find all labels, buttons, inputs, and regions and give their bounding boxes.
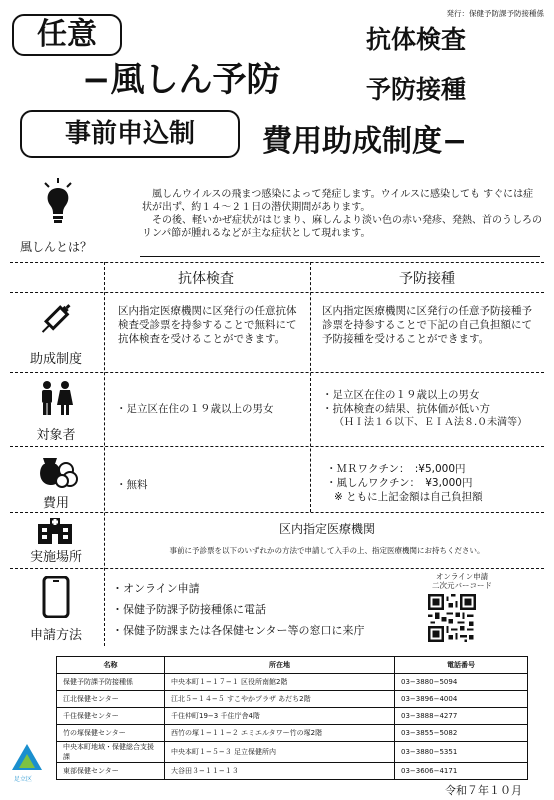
column-header-vaccine: 予防接種 [399,271,455,287]
intro-text [142,188,542,240]
publisher: 発行：保健予防課予防接種係 [446,9,544,18]
row-label-subsidy: 助成制度 [29,352,82,367]
title-rubella-prevention: −風しん予防 [82,60,281,100]
office-name: 千住保健センター [57,708,165,725]
prereg-badge: 事前申込制 [20,110,240,158]
apply-method-3: ・保健予防課または各保健センター等の窓口に来庁 [112,624,365,637]
qr-code-icon[interactable] [428,594,476,642]
eligible-vaccine-2: ・抗体検査の結果、抗体価が低い方 [322,403,490,415]
table-row [57,742,528,763]
apply-method-1: ・オンライン申請 [112,582,200,595]
table-row [57,691,528,708]
subsidy-vaccine-text: 区内指定医療機関に区発行の任意予防接種予診票を持参することで下記の自己負担額にて予防接種を受けることができます。 [322,305,532,345]
divider [10,568,544,569]
table-header-phone: 電話番号 [395,657,528,674]
intro-paragraph-1: 風しんウイルスの飛まつ感染によって発症します。ウイルスに感染しても すぐには症状が出ず、約１４～２１日の潜伏期間があります。 [142,189,534,213]
divider [10,262,544,263]
divider [10,292,544,293]
cost-vaccine-3: ※ ともに上記金額は自己負担額 [334,491,483,503]
row-label-apply: 申請方法 [29,628,82,643]
title-antibody-test: 抗体検査 [366,25,467,54]
qr-caption-line-2: 二次元バーコード [432,581,492,590]
office-phone[interactable]: 03−3880−5351 [395,742,528,763]
office-address: 江北５−１４−５ すこやかプラザ あだち2階 [165,691,395,708]
office-name: 中央本町地域・保健総合支援課 [57,742,165,763]
intro-label: 風しんとは？ [20,240,93,254]
column-header-antibody: 抗体検査 [178,271,234,287]
divider [104,262,105,646]
hospital-icon [36,518,74,544]
divider [10,372,544,373]
title-vaccination: 予防接種 [366,75,467,104]
table-row [57,725,528,742]
divider [10,512,544,513]
intro-paragraph-2: その後、軽いかぜ症状がはじまり、麻しんより淡い色の赤い発疹、発熱、首のうしろのリンパ節が腫れるなどが主な症状として現れます。 [142,215,542,239]
eligible-vaccine-3: （ＨＩ法１６以下、ＥＩＡ法８.０未満等） [334,417,528,428]
divider [140,256,540,257]
office-phone[interactable]: 03−3896−4004 [395,691,528,708]
office-name: 東部保健センター [57,763,165,780]
office-address: 西竹の塚１−１１−２ エミエルタワー竹の塚2階 [165,725,395,742]
office-address: 大谷田３−１１−１３ [165,763,395,780]
office-name: 竹の塚保健センター [57,725,165,742]
issue-date: 令和７年１０月 [445,784,522,797]
table-row [57,763,528,780]
office-address: 中央本町１−１７−１ 区役所南館2階 [165,674,395,691]
adachi-logo [12,744,42,772]
row-label-venue: 実施場所 [29,550,82,565]
cost-vaccine-1: ・ＭＲワクチン： :¥5,000円 [326,463,466,475]
row-label-eligible: 対象者 [36,428,76,443]
office-table [56,656,528,780]
eligible-vaccine-1: ・足立区在住の１９歳以上の男女 [322,389,480,401]
office-phone[interactable]: 03−3606−4171 [395,763,528,780]
table-row [57,708,528,725]
subsidy-antibody-text: 区内指定医療機関に区発行の任意抗体検査受診票を持参することで無料にて抗体検査を受けることができます。 [118,305,297,345]
cost-antibody-text: ・無料 [116,479,148,491]
divider [310,262,311,512]
venue-note: 事前に予診票を以下のいずれかの方法で申請して入手の上、指定医療機関にお持ちください。 [169,546,485,555]
people-icon [36,380,76,416]
office-address: 千住仲町19−3 千住庁舎4階 [165,708,395,725]
table-header-name: 名称 [57,657,165,674]
table-header-address: 所在地 [165,657,395,674]
office-name: 保健予防課予防接種係 [57,674,165,691]
smartphone-icon [42,576,70,618]
office-phone[interactable]: 03−3880−5094 [395,674,528,691]
qr-caption [424,572,500,590]
office-address: 中央本町１−５−３ 足立保健所内 [165,742,395,763]
money-icon [36,454,78,488]
venue-main-text: 区内指定医療機関 [278,522,375,536]
office-name: 江北保健センター [57,691,165,708]
logo-text: 足立区 [14,776,33,783]
eligible-antibody-text: ・足立区在住の１９歳以上の男女 [116,403,274,415]
office-phone[interactable]: 03−3855−5082 [395,725,528,742]
lightbulb-icon [42,178,74,226]
syringe-icon [36,300,76,340]
optional-badge: 任意 [12,14,122,56]
divider [10,446,544,447]
qr-caption-line-1: オンライン申請 [435,572,489,581]
row-label-cost: 費用 [42,496,69,511]
apply-method-2: ・保健予防課予防接種係に電話 [112,603,266,616]
table-row [57,674,528,691]
cost-vaccine-2: ・風しんワクチン： ¥3,000円 [326,477,473,489]
office-phone[interactable]: 03−3888−4277 [395,708,528,725]
title-subsidy: 費用助成制度− [262,124,468,159]
